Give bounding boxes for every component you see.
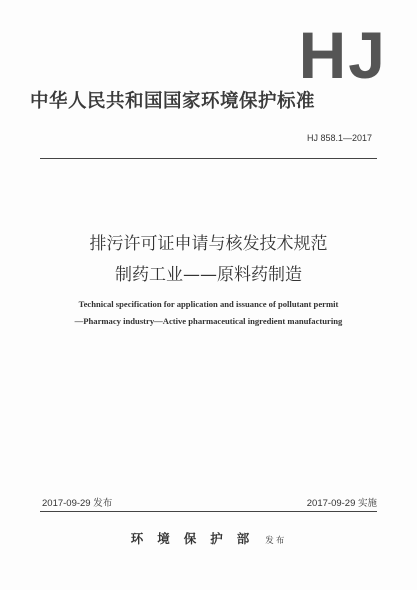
document-title-en-line2: —Pharmacy industry—Active pharmaceutical ingredient manufacturing — [74, 316, 343, 326]
issuer-line — [0, 528, 417, 547]
issuer-suffix: 发布 — [265, 536, 287, 546]
document-title-cn-line1: 排污许可证申请与核发技术规范 — [89, 234, 328, 254]
document-title-en-line1: Technical specification for application and issuance of pollutant permit — [78, 299, 339, 309]
standard-number: HJ 858.1—2017 — [306, 133, 372, 143]
issue-date: 2017-09-29 发布 — [42, 498, 113, 509]
bottom-divider — [40, 511, 377, 512]
issuer-organization: 环境保护部 — [130, 531, 264, 546]
implementation-date: 2017-09-29 实施 — [306, 498, 377, 509]
hj-logo: HJ — [298, 18, 387, 92]
top-divider — [40, 158, 377, 159]
document-title-cn-line2: 制药工业——原料药制造 — [115, 265, 302, 285]
national-standard-title: 中华人民共和国国家环境保护标准 — [30, 91, 316, 112]
